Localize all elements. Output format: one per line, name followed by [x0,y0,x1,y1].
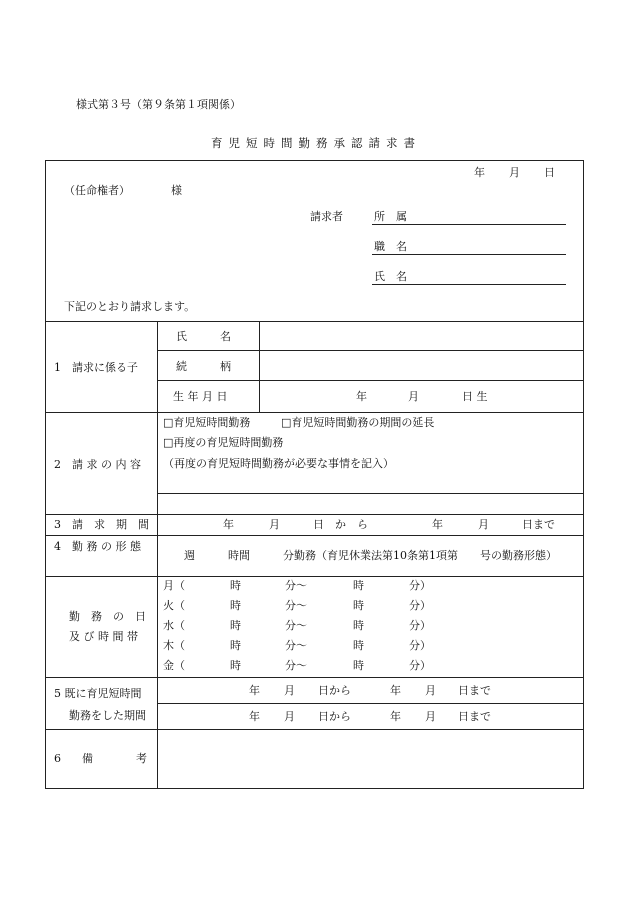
dept-underline [372,224,566,225]
sec5-label-1: 5 既に育児短時間 [54,687,142,700]
sec2-note: （再度の育児短時間勤務が必要な事情を記入） [163,457,394,470]
sec2-opt3[interactable]: □再度の育児短時間勤務 [163,436,284,449]
hour-label: 時 [230,619,241,632]
name-label: 氏 名 [374,270,407,283]
sec3-year1: 年 [223,518,234,531]
sec5-to-b: 日まで [458,710,491,723]
sec3-month2: 月 [478,518,489,531]
hour2-label: 時 [353,579,364,592]
sec1-label: 1 請求に係る子 [54,361,138,374]
day-label: 金（ [163,659,185,672]
dept-label: 所 属 [374,210,407,223]
hour2-label: 時 [353,659,364,672]
min-to-label: 分） [409,659,431,672]
requester-label: 請求者 [310,210,343,223]
min-from-label: 分～ [285,599,307,612]
min-to-label: 分） [409,579,431,592]
position-label: 職 名 [374,240,407,253]
sec1-line-b [157,380,584,381]
sec5-to-a: 日まで [458,684,491,697]
sec3-day1: 日 か ら [313,518,368,531]
min-from-label: 分～ [285,619,307,632]
sec2-opt1[interactable]: □育児短時間勤務 [163,416,251,429]
sec3-year2: 年 [432,518,443,531]
name-underline [372,284,566,285]
sec6-label: 6 [54,752,61,765]
min-from-label: 分～ [285,639,307,652]
sec1-line-a [157,350,584,351]
row-line-3 [45,514,584,515]
sec6-kou: 考 [136,752,147,765]
sec4-week: 週 [184,549,195,562]
min-to-label: 分） [409,619,431,632]
sec4-text: 分勤務（育児休業法第10条第1項第 号の勤務形態） [283,549,557,562]
position-underline [372,254,566,255]
birth-day: 日 生 [462,390,488,403]
sec5-year2-b: 年 [390,710,401,723]
sec3-label: 3 請 求 期 間 [54,518,149,531]
row-line-6 [45,677,584,678]
form-number: 様式第３号（第９条第１項関係） [76,98,241,111]
col-divider [157,321,158,789]
hour-label: 時 [230,579,241,592]
sec5-month-b: 月 [284,710,295,723]
row-line-2 [45,412,584,413]
sec2-label: 2 請 求 の 内 容 [54,458,141,471]
frame-left [45,160,46,789]
row-line-1 [45,321,584,322]
lead-text: 下記のとおり請求します。 [64,300,196,313]
header-year: 年 [474,166,485,179]
birth-month: 月 [408,390,419,403]
header-day: 日 [544,166,555,179]
min-from-label: 分～ [285,579,307,592]
min-to-label: 分） [409,639,431,652]
schedule-label-2: 及 び 時 間 帯 [69,630,138,643]
day-label: 月（ [163,579,185,592]
row-line-7 [45,729,584,730]
sec5-year-a: 年 [249,684,260,697]
hour2-label: 時 [353,619,364,632]
row-line-5 [45,576,584,577]
sec5-month-a: 月 [284,684,295,697]
sec5-from-a: 日から [318,684,351,697]
sec1-birth-label: 生 年 月 日 [173,390,228,403]
appointer-label: （任命権者） [64,184,130,197]
sec5-from-b: 日から [318,710,351,723]
sec1-name-label: 氏 名 [176,330,231,343]
hour2-label: 時 [353,639,364,652]
sec3-day2: 日まで [522,518,555,531]
sec6-bi: 備 [82,752,93,765]
min-from-label: 分～ [285,659,307,672]
header-month: 月 [509,166,520,179]
sec1-subcol [259,321,260,413]
sec5-month2-b: 月 [425,710,436,723]
frame-right [583,160,584,789]
row-line-4 [45,535,584,536]
hour2-label: 時 [353,599,364,612]
sec5-label-2: 勤務をした期間 [69,709,146,722]
hour-label: 時 [230,659,241,672]
sec4-hours: 時間 [228,549,250,562]
sec5-inner-line [157,703,584,704]
sec1-relation-label: 続 柄 [176,360,231,373]
hour-label: 時 [230,639,241,652]
sec4-label: 4 勤 務 の 形 態 [54,540,141,553]
birth-year: 年 [356,390,367,403]
frame-bottom [45,788,584,789]
schedule-label-1: 勤 務 の 日 [69,610,146,623]
sec5-month2-a: 月 [425,684,436,697]
sec2-inner-line [157,493,584,494]
form-title: 育児短時間勤務承認請求書 [211,136,421,150]
hour-label: 時 [230,599,241,612]
day-label: 木（ [163,639,185,652]
sec2-opt2[interactable]: □育児短時間勤務の期間の延長 [281,416,435,429]
day-label: 火（ [163,599,185,612]
min-to-label: 分） [409,599,431,612]
sama-label: 様 [171,184,182,197]
sec3-month1: 月 [269,518,280,531]
sec5-year2-a: 年 [390,684,401,697]
frame-top [45,160,584,161]
day-label: 水（ [163,619,185,632]
sec5-year-b: 年 [249,710,260,723]
